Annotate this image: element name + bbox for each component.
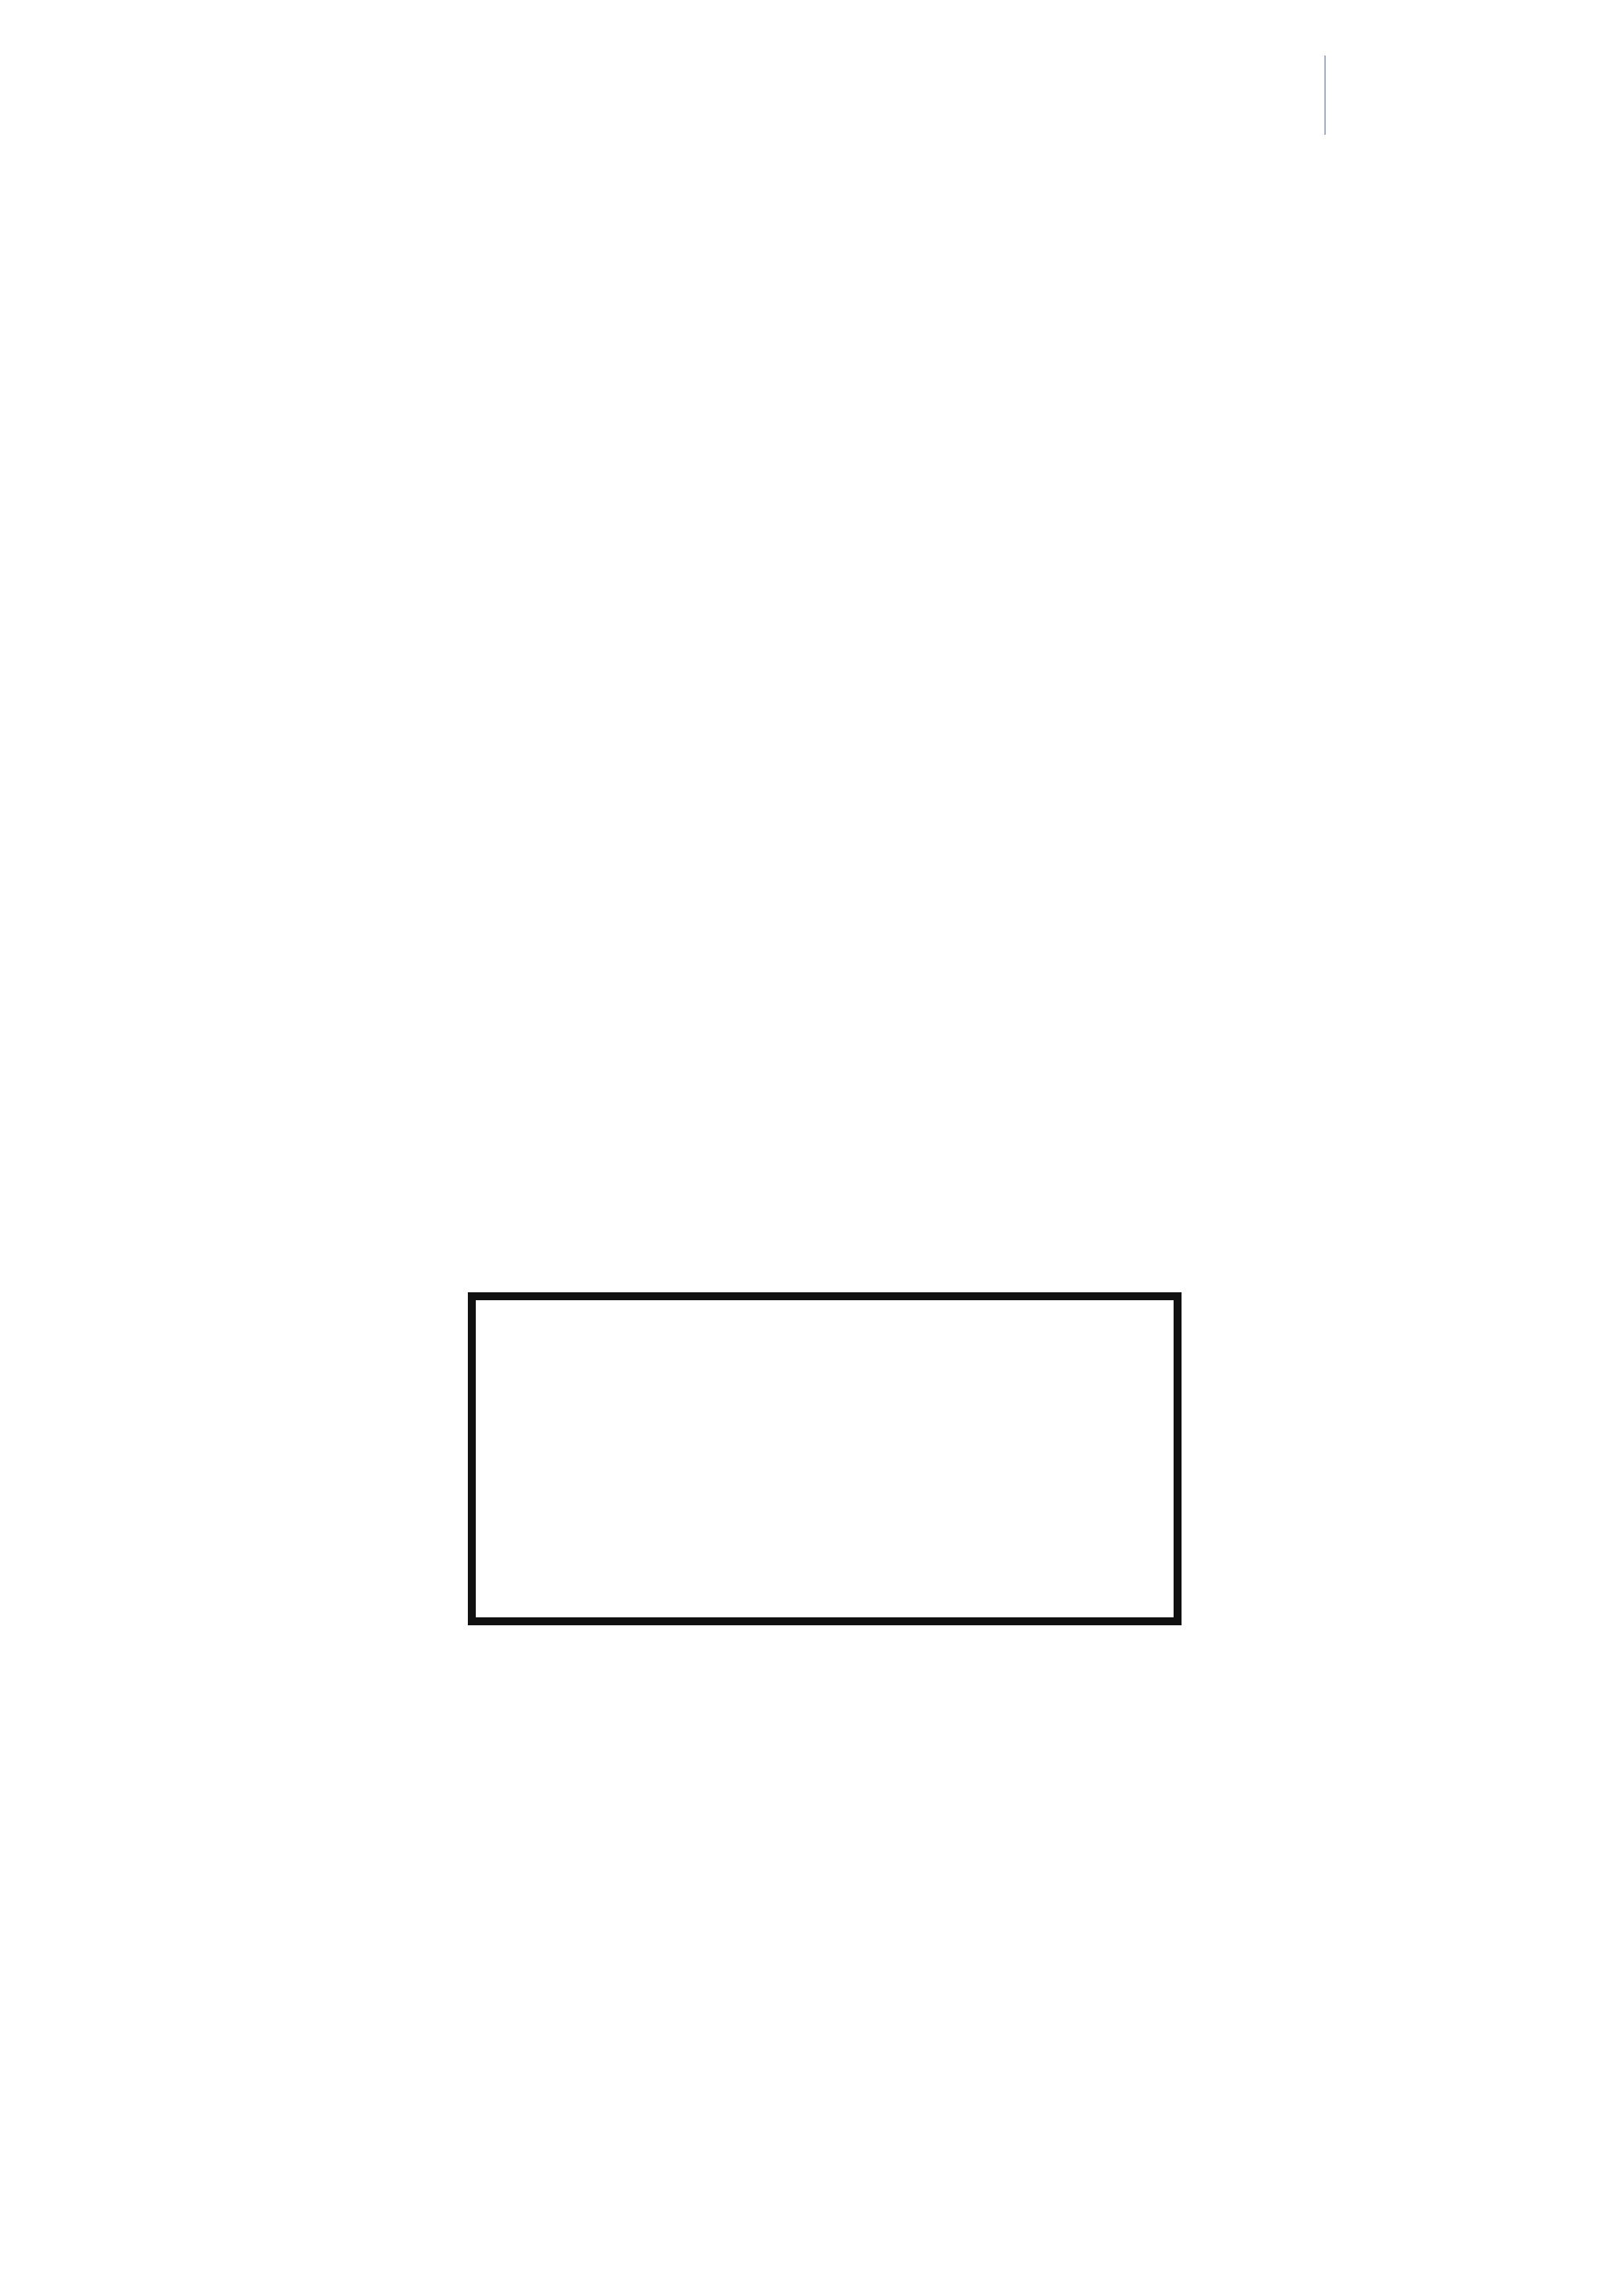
services-block: [934, 62, 1307, 136]
document-figure: [468, 1292, 1197, 1641]
figure-frame: [468, 1292, 1182, 1625]
header-links-panel: [934, 55, 1537, 143]
site-header: [87, 55, 1537, 151]
after-figure-text: [238, 1744, 1419, 1749]
header-divider: [1324, 55, 1326, 135]
advertising-block: [1343, 62, 1537, 136]
document-body: [238, 321, 1419, 326]
